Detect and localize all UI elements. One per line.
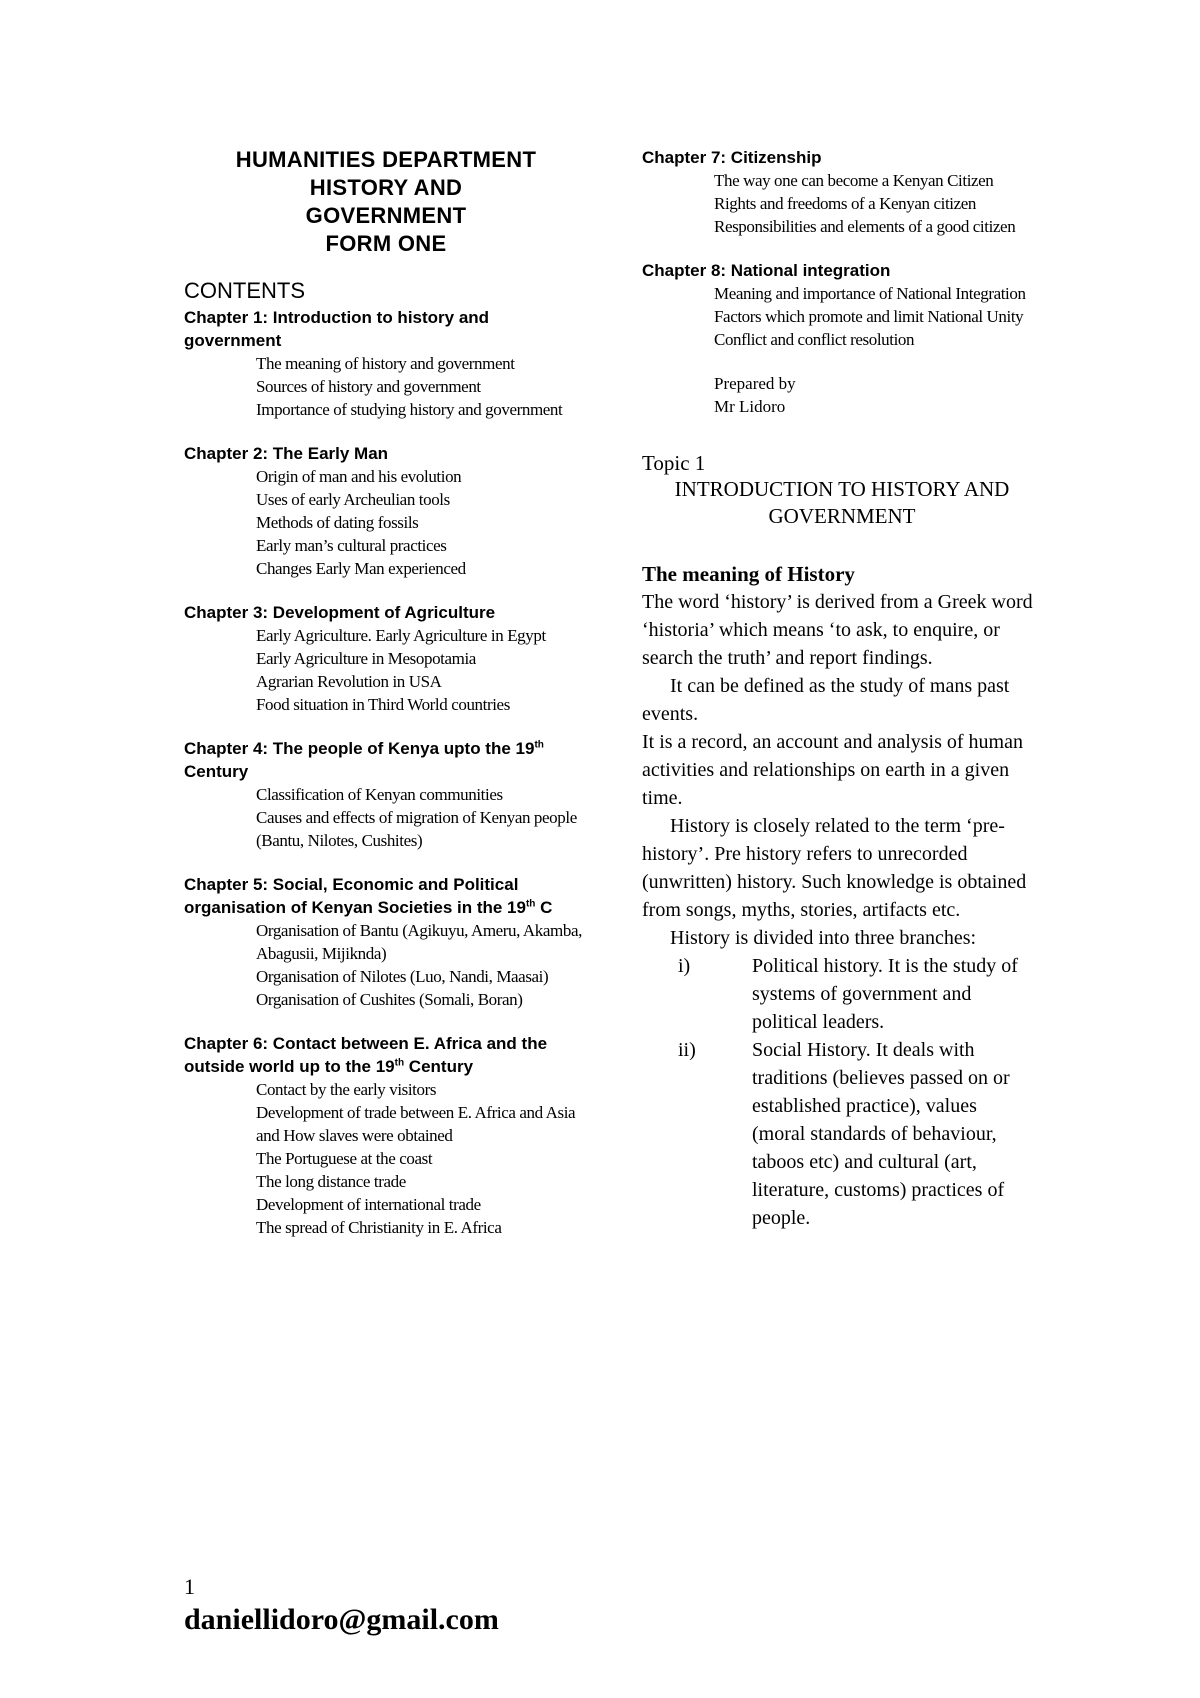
chapter-item: Conflict and conflict resolution: [714, 330, 915, 349]
chapter-item: The way one can become a Kenyan Citizen: [714, 171, 994, 190]
chapter-7: [642, 146, 1042, 238]
section-title: The meaning of History: [642, 562, 855, 586]
chapter-items: [184, 783, 588, 852]
chapter-item: Organisation of Bantu (Agikuyu, Ameru, Akamba, Abagusii, Mijiknda): [256, 921, 582, 963]
right-column: [642, 146, 1042, 1232]
chapter-title: Chapter 3: Development of Agriculture: [184, 603, 496, 622]
chapter-item: The Portuguese at the coast: [256, 1149, 433, 1168]
chapter-item: Origin of man and his evolution: [256, 467, 462, 486]
paragraph: History is closely related to the term ‘pre-history’. Pre history refers to unrecorded (unwritten) history. Such knowledge is obtained from songs, myths, stories, artifacts etc.: [642, 815, 1027, 921]
department-header: [184, 146, 588, 258]
chapter-4: [184, 737, 588, 852]
chapter-item: Development of trade between E. Africa and Asia and How slaves were obtained: [256, 1103, 576, 1145]
chapter-items: [184, 465, 588, 580]
chapter-title: Chapter 2: The Early Man: [184, 444, 389, 463]
chapter-title: Chapter 7: Citizenship: [642, 148, 822, 167]
chapter-title-text: Chapter 6: Contact between E. Africa and the outside world up to the 19: [184, 1034, 548, 1076]
header-line: GOVERNMENT: [305, 203, 467, 228]
chapter-title: [184, 1032, 588, 1078]
chapter-item: Rights and freedoms of a Kenyan citizen: [714, 194, 976, 213]
chapter-title: Chapter 1: Introduction to history and government: [184, 308, 490, 350]
list-number: ii): [678, 1039, 696, 1061]
chapter-6: [184, 1032, 588, 1239]
chapter-title-text: Century: [404, 1057, 474, 1076]
chapter-title-text: C: [535, 898, 553, 917]
chapter-items: [184, 1078, 588, 1239]
chapter-item: The meaning of history and government: [256, 354, 515, 373]
header-line: FORM ONE: [325, 231, 447, 256]
topic-title: INTRODUCTION TO HISTORY AND GOVERNMENT: [674, 477, 1010, 528]
chapter-8: [642, 259, 1042, 351]
chapter-item: The long distance trade: [256, 1172, 406, 1191]
chapter-2: [184, 442, 588, 580]
section-body: [642, 588, 1042, 1232]
chapter-title-text: Chapter 5: Social, Economic and Political organisation of Kenyan Societies in the 19: [184, 875, 526, 917]
left-column: [184, 146, 588, 1239]
chapter-item: Classification of Kenyan communities: [256, 785, 503, 804]
list-number: i): [678, 955, 691, 977]
list-item: [642, 1036, 1042, 1232]
chapter-items: [184, 624, 588, 716]
chapter-title-superscript: th: [394, 1057, 405, 1069]
chapter-item: Food situation in Third World countries: [256, 695, 510, 714]
chapter-title: [184, 737, 588, 783]
chapter-3: [184, 601, 588, 716]
topic-label: Topic 1: [642, 451, 706, 475]
chapter-item: Contact by the early visitors: [256, 1080, 437, 1099]
prepared-label: Prepared by: [714, 374, 796, 393]
paragraph: History is divided into three branches:: [670, 927, 977, 949]
chapter-1: [184, 306, 588, 421]
prepared-by: [714, 372, 1042, 418]
header-line: HISTORY AND: [309, 175, 463, 200]
chapter-item: Meaning and importance of National Integration: [714, 284, 1026, 303]
chapter-item: Causes and effects of migration of Kenyan people (Bantu, Nilotes, Cushites): [256, 808, 577, 850]
chapter-item: Development of international trade: [256, 1195, 481, 1214]
paragraph: It can be defined as the study of mans past events.: [642, 675, 1010, 725]
chapter-items: [642, 169, 1042, 238]
chapter-item: Organisation of Nilotes (Luo, Nandi, Maasai): [256, 967, 549, 986]
chapter-title-superscript: th: [534, 739, 544, 751]
chapter-title: [184, 873, 588, 919]
chapter-items: [184, 919, 588, 1011]
chapter-item: Uses of early Archeulian tools: [256, 490, 450, 509]
header-line: HUMANITIES DEPARTMENT: [235, 147, 537, 172]
chapter-title-superscript: th: [525, 898, 536, 910]
author-email: daniellidoro@gmail.com: [184, 1603, 499, 1636]
page-number: 1: [184, 1574, 195, 1599]
chapter-5: [184, 873, 588, 1011]
chapter-items: [184, 352, 588, 421]
list-item: [642, 952, 1042, 1036]
author-name: Mr Lidoro: [714, 397, 786, 416]
paragraph: It is a record, an account and analysis of human activities and relationships on earth in a given time.: [642, 731, 1023, 809]
chapter-item: Importance of studying history and government: [256, 400, 563, 419]
chapter-title-text: Chapter 4: The people of Kenya upto the 19: [184, 739, 535, 758]
chapter-item: Sources of history and government: [256, 377, 481, 396]
chapter-item: Responsibilities and elements of a good citizen: [714, 217, 1016, 236]
chapter-item: Changes Early Man experienced: [256, 559, 466, 578]
chapter-item: Factors which promote and limit National Unity: [714, 307, 1024, 326]
chapter-item: Early Agriculture in Mesopotamia: [256, 649, 476, 668]
paragraph: The word ‘history’ is derived from a Greek word ‘historia’ which means ‘to ask, to enquire, or search the truth’ and report findings.: [642, 591, 1033, 669]
chapter-item: Early man’s cultural practices: [256, 536, 447, 555]
chapter-item: The spread of Christianity in E. Africa: [256, 1218, 502, 1237]
chapter-item: Agrarian Revolution in USA: [256, 672, 442, 691]
chapter-title-text: Century: [184, 762, 249, 781]
list-text: Political history. It is the study of systems of government and political leaders.: [752, 955, 1018, 1033]
chapter-items: [642, 282, 1042, 351]
chapter-item: Early Agriculture. Early Agriculture in Egypt: [256, 626, 546, 645]
contents-heading: CONTENTS: [184, 278, 305, 303]
list-text: Social History. It deals with traditions (believes passed on or established practice), values (moral standards of behaviour, taboos etc) and cultural (art, literature, customs) practices of people.: [752, 1039, 1010, 1229]
chapter-item: Methods of dating fossils: [256, 513, 419, 532]
chapter-title: Chapter 8: National integration: [642, 261, 891, 280]
chapter-item: Organisation of Cushites (Somali, Boran): [256, 990, 523, 1009]
